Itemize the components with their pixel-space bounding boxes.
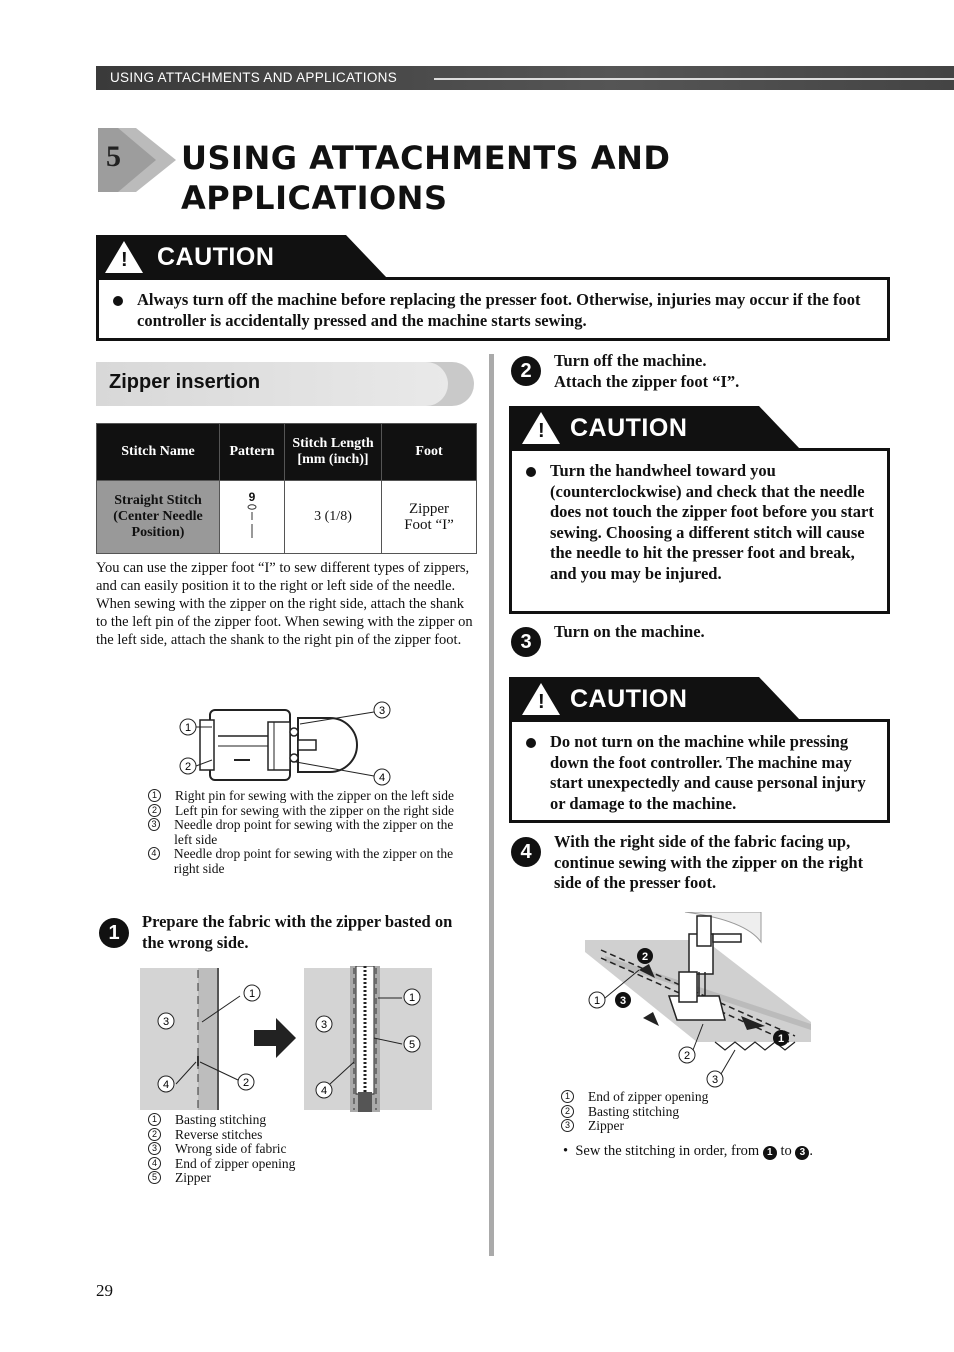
list-item: 2 Left pin for sewing with the zipper on the right side [148,804,473,819]
list-item: 5 Zipper [148,1171,473,1186]
caution-label: CAUTION [570,685,688,713]
step-ref-1: 1 [763,1146,777,1160]
length-cell: 3 (1/8) [285,481,382,554]
pattern-number: 9 [248,489,256,504]
stitch-name-cell: Straight Stitch (Center Needle Position) [97,481,220,554]
list-item: 4 End of zipper opening [148,1157,473,1172]
svg-text:2: 2 [242,1077,250,1089]
svg-text:4: 4 [378,772,386,784]
svg-text:4: 4 [320,1085,328,1097]
step-1-text: Prepare the fabric with the zipper basted on the wrong side. [142,912,453,952]
foot-label-list [148,789,473,876]
warning-icon: ! [538,691,545,713]
svg-text:3: 3 [711,1074,719,1086]
caution-text: Do not turn on the machine while pressing down the foot controller. The machine may start unexpectedly and cause personal injury or damage to the machine. [550,732,866,813]
step-3-text: Turn on the machine. [554,622,705,641]
step-4-text: With the right side of the fabric facing up, continue sewing with the zipper on the right side of the presser foot. [554,832,864,892]
svg-text:4: 4 [162,1079,170,1091]
svg-text:2: 2 [683,1050,691,1062]
svg-text:3: 3 [162,1016,170,1028]
intro-p2: When sewing with the zipper on the right side, attach the shank to the left pin of the zipper foot. When sewing with the zipper on the left side, attach the shank to the right pin of the zipper foot. [96,596,473,648]
col-stitch-name: Stitch Name [97,424,220,481]
step-ref-3: 3 [795,1146,809,1160]
sew-order-note: • Sew the stitching in order, from 1 to 3 . [563,1143,813,1159]
svg-text:5: 5 [408,1039,416,1051]
col-foot: Foot [382,424,477,481]
header-rule [434,78,954,80]
straight-stitch-icon [246,503,258,539]
svg-text:2: 2 [184,761,192,773]
warning-icon: ! [538,420,545,442]
caution-label: CAUTION [157,243,275,271]
intro-text [96,559,476,649]
list-item: 4 Needle drop point for sewing with the zipper on the right side [148,847,473,876]
chapter-title [181,138,670,218]
foot-cell: Zipper Foot “I” [382,481,477,554]
step-2-text: Turn off the machine. Attach the zipper foot “I”. [554,351,740,391]
svg-text:1: 1 [184,722,192,734]
caution-box [509,448,890,614]
list-item: 1 Basting stitching [148,1113,473,1128]
step-1-badge: 1 [99,918,129,948]
step-2-badge: 2 [511,356,541,386]
caution-label: CAUTION [570,414,688,442]
warning-icon: ! [121,249,128,271]
svg-text:2: 2 [641,951,649,963]
list-item: 2 Reverse stitches [148,1128,473,1143]
svg-text:1: 1 [408,992,416,1004]
fabric-illustration [140,966,432,1112]
list-item: 3 Wrong side of fabric [148,1142,473,1157]
svg-text:3: 3 [378,705,386,717]
list-item: 3 Needle drop point for sewing with the zipper on the left side [148,818,473,847]
sewing-illustration [585,912,813,1088]
stitch-table [96,423,477,554]
sew-label-list [561,1090,891,1134]
caution-box [96,277,890,341]
svg-text:1: 1 [248,988,256,1000]
pattern-cell [220,481,285,554]
page-number: 29 [96,1281,113,1300]
list-item: 1 End of zipper opening [561,1090,891,1105]
list-item: 1 Right pin for sewing with the zipper on the left side [148,789,473,804]
chapter-title-line1: USING ATTACHMENTS AND [181,139,671,177]
step-3-badge: 3 [511,627,541,657]
chapter-title-line2: APPLICATIONS [181,179,448,217]
svg-text:1: 1 [777,1033,785,1045]
bullet [526,467,536,477]
caution-box [509,719,890,823]
zipper-foot-illustration [170,698,400,792]
chapter-number: 5 [106,140,121,173]
list-item: 2 Basting stitching [561,1105,891,1120]
header-section-title: USING ATTACHMENTS AND APPLICATIONS [110,70,397,85]
column-divider [489,354,494,1256]
caution-text: Always turn off the machine before replacing the presser foot. Otherwise, injuries may occur if the foot controller is accidentally pressed and the machine starts sewing. [137,290,861,330]
svg-text:3: 3 [619,995,627,1007]
col-pattern: Pattern [220,424,285,481]
bullet [113,296,123,306]
col-stitch-length: Stitch Length [mm (inch)] [285,424,382,481]
fabric-label-list [148,1113,473,1186]
bullet [526,738,536,748]
intro-p1: You can use the zipper foot “I” to sew different types of zippers, and can easily position it to the right or left side of the needle. [96,560,470,594]
step-4-badge: 4 [511,837,541,867]
caution-text: Turn the handwheel toward you (counterclockwise) and check that the needle does not touch the zipper foot before you start sewing. Choosing a different stitch will cause the needle to hit the presser foot and break, and you may be injured. [550,461,874,583]
table-row [97,481,477,554]
svg-text:1: 1 [593,995,601,1007]
list-item: 3 Zipper [561,1119,891,1134]
section-title: Zipper insertion [109,371,261,393]
svg-text:3: 3 [320,1019,328,1031]
